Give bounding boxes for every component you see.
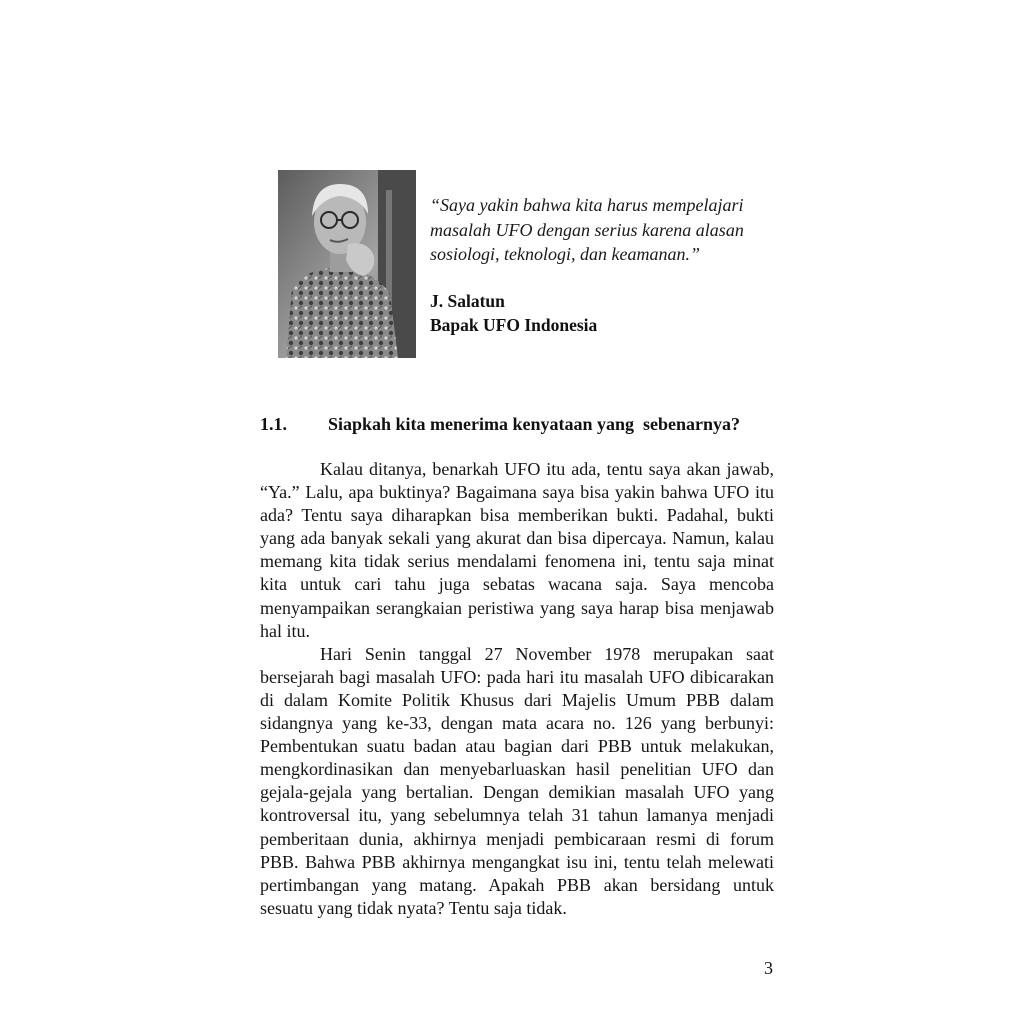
body-text [260,458,774,920]
section-title: Siapkah kita menerima kenyataan yang sebenarnya? [328,414,741,434]
author-name: J. Salatun [430,291,505,311]
portrait-photo-icon [278,170,416,358]
paragraph: Hari Senin tanggal 27 November 1978 merupakan saat bersejarah bagi masalah UFO: pada hari itu masalah UFO dibicarakan di dalam Komite Politik Khusus dari Majelis Umum PBB dalam sidangnya yang ke-33, dengan mata acara no. 126 yang berbunyi: Pembentukan suatu badan atau bagian dari PBB untuk melakukan, mengkordinasikan dan menyebarluaskan hasil penelitian UFO dan gejala-gejala yang bertalian. Dengan demikian masalah UFO yang kontroversal itu, yang sebelumnya telah 31 tahun lamanya menjadi pemberitaan dunia, akhirnya menjadi pembicaraan resmi di forum PBB. Bahwa PBB akhirnya mengangkat isu ini, tentu telah melewati pertimbangan yang matang. Apakah PBB akan bersidang untuk sesuatu yang tidak nyata? Tentu saja tidak. [260,643,774,918]
page-number: 3 [764,958,773,978]
paragraph: Kalau ditanya, benarkah UFO itu ada, tentu saya akan jawab, “Ya.” Lalu, apa buktinya? Bagaimana saya bisa yakin bahwa UFO itu ada? Tentu saya diharapkan bisa memberikan bukti. Padahal, bukti yang ada banyak sekali yang akurat dan bisa dipercaya. Namun, kalau memang kita tidak serius mendalami fenomena ini, tentu saja minat kita untuk cari tahu juga sebatas wacana saja. Saya mencoba menyampaikan serangkaian peristiwa yang saya harap bisa menjawab hal itu. [260,459,774,641]
section-heading [260,412,780,436]
author-title: Bapak UFO Indonesia [430,315,598,335]
section-number: 1.1. [260,414,287,434]
quote-text: “Saya yakin bahwa kita harus mempelajari masalah UFO dengan serius karena alasan sosiologi, teknologi, dan keamanan.” [430,195,744,264]
quote-attribution [430,289,790,337]
